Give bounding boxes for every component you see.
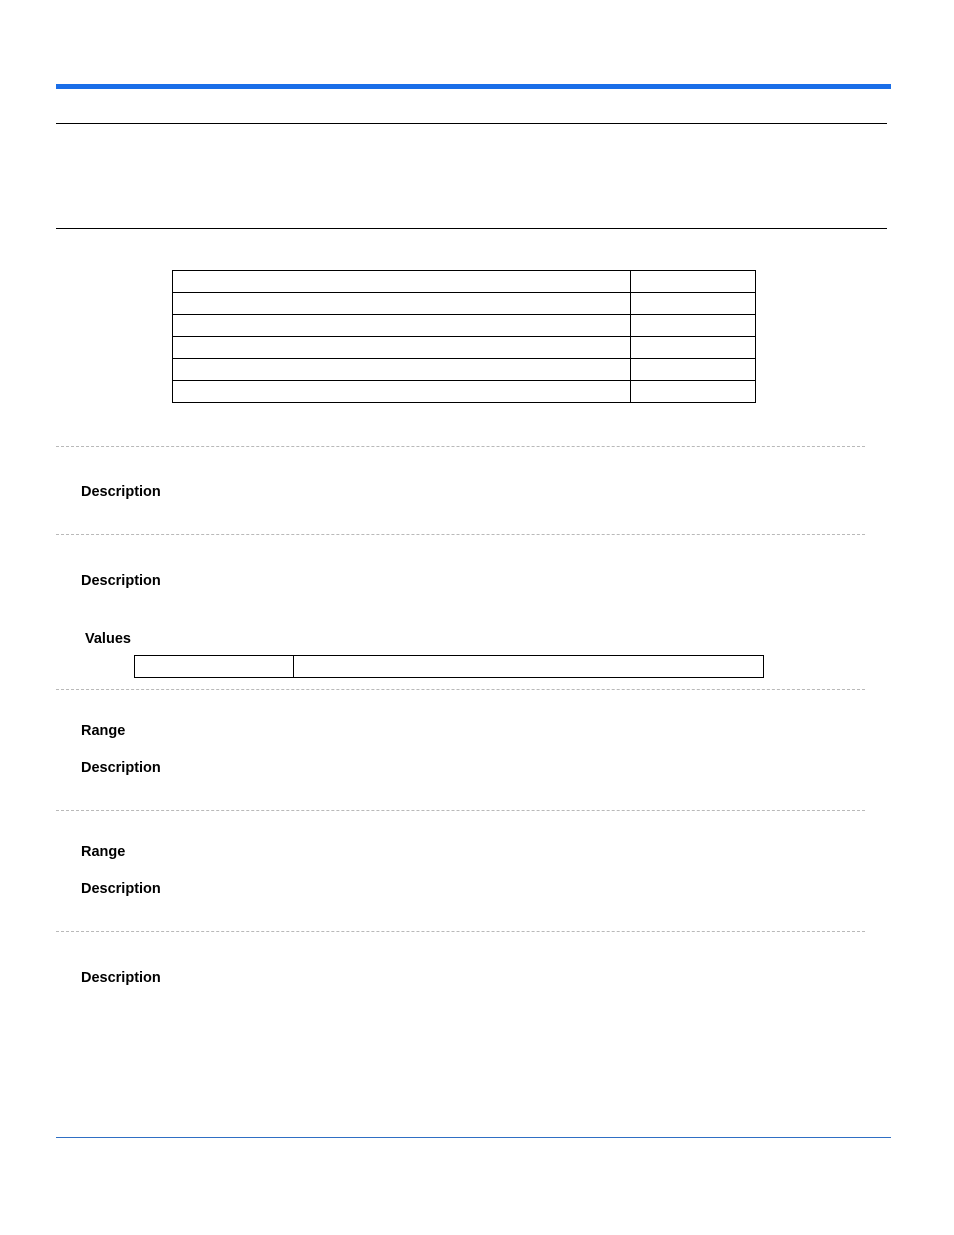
table-row [173, 381, 756, 403]
section-separator [56, 810, 865, 811]
table-cell [173, 293, 631, 315]
section-separator [56, 689, 865, 690]
table-row [173, 359, 756, 381]
table-cell [631, 315, 756, 337]
description-label: Description [81, 970, 161, 986]
description-label: Description [81, 760, 161, 776]
table-row [173, 271, 756, 293]
section-separator [56, 534, 865, 535]
table-row [173, 337, 756, 359]
table-row [135, 656, 764, 678]
description-label: Description [81, 573, 161, 589]
table-cell [631, 293, 756, 315]
description-label: Description [81, 881, 161, 897]
section-separator [56, 446, 865, 447]
header-bar [56, 84, 891, 89]
table-cell [173, 381, 631, 403]
description-label: Description [81, 484, 161, 500]
table-cell [631, 337, 756, 359]
title-bottom-rule [56, 228, 887, 229]
table-cell [173, 337, 631, 359]
title-top-rule [56, 123, 887, 124]
table-cell [631, 381, 756, 403]
range-label: Range [81, 723, 126, 739]
table-row [173, 315, 756, 337]
table-row [173, 293, 756, 315]
table-cell [173, 359, 631, 381]
section-separator [56, 931, 865, 932]
range-label: Range [81, 844, 126, 860]
table-cell [631, 359, 756, 381]
table-cell [631, 271, 756, 293]
table-cell [294, 656, 764, 678]
footer-rule [56, 1137, 891, 1138]
table-cell [135, 656, 294, 678]
table-cell [173, 315, 631, 337]
values-label: Values [85, 631, 131, 647]
summary-table [172, 270, 756, 403]
table-cell [173, 271, 631, 293]
values-table [134, 655, 764, 678]
